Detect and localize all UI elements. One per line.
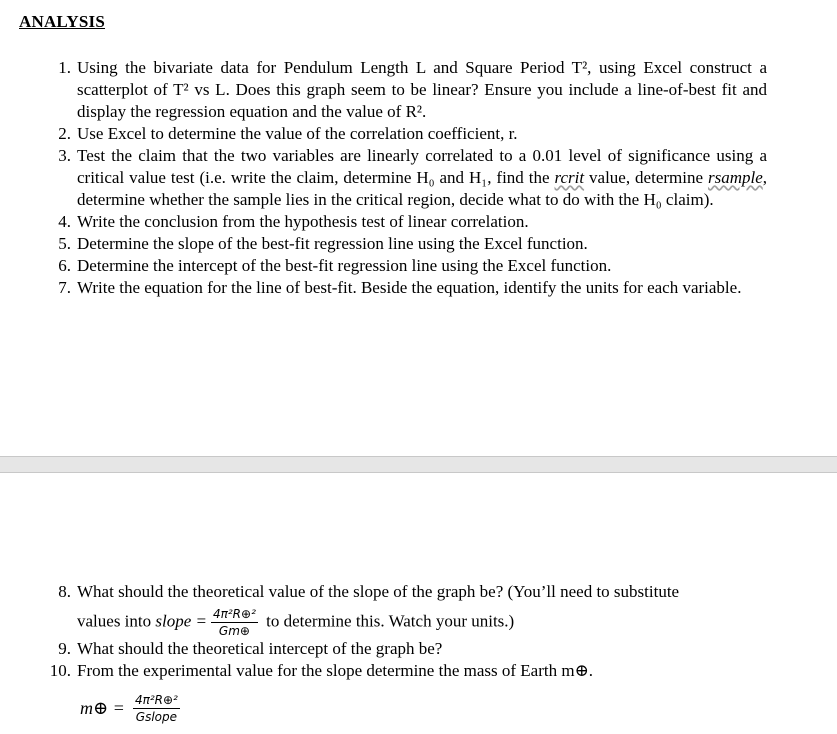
fraction-denominator: Gm⊕ <box>218 624 250 638</box>
question-number: 5. <box>58 234 71 253</box>
question-text-part2: value, determine <box>584 168 708 187</box>
question-number: 1. <box>58 58 71 77</box>
question-10 <box>45 660 767 682</box>
slope-lhs: slope = <box>155 611 207 631</box>
question-list-b <box>45 581 767 682</box>
question-text-line1: What should the theoretical value of the slope of the graph be? (You’ll need to substitute <box>77 582 680 601</box>
question-4 <box>45 211 767 233</box>
question-6 <box>45 255 767 277</box>
question-number: 10. <box>49 661 71 680</box>
slope-fraction <box>211 607 258 638</box>
question-text-part1: Test the claim that the two variables are linearly correlated to a 0.01 level of significance using a critical value test (i.e. write the claim, determine H₀ and H₁, find the <box>77 146 767 187</box>
question-9 <box>45 638 767 660</box>
question-number: 2. <box>58 124 71 143</box>
mass-equation <box>80 693 184 724</box>
question-8 <box>45 581 767 638</box>
question-number: 7. <box>58 278 71 297</box>
question-text: Use Excel to determine the value of the correlation coefficient, r. <box>77 124 518 143</box>
mass-equation-lhs: m⊕ = <box>80 698 125 718</box>
question-text: Determine the intercept of the best-fit regression line using the Excel function. <box>77 256 612 275</box>
question-3 <box>45 145 767 211</box>
question-number: 6. <box>58 256 71 275</box>
question-text: Write the conclusion from the hypothesis test of linear correlation. <box>77 212 529 231</box>
question-number: 9. <box>58 639 71 658</box>
question-1 <box>45 57 767 123</box>
mass-fraction <box>133 693 180 724</box>
question-text: What should the theoretical intercept of the graph be? <box>77 639 443 658</box>
question-5 <box>45 233 767 255</box>
document-page-bottom <box>0 473 837 734</box>
question-number: 3. <box>58 146 71 165</box>
page-break-separator <box>0 456 837 473</box>
question-text-line2-post: to determine this. Watch your units.) <box>261 611 515 631</box>
rsample-term: rsample <box>707 168 763 187</box>
section-heading: ANALYSIS <box>19 12 106 31</box>
question-text: From the experimental value for the slope determine the mass of Earth m⊕. <box>77 661 594 680</box>
question-text: Determine the slope of the best-fit regression line using the Excel function. <box>77 234 588 253</box>
question-number: 4. <box>58 212 71 231</box>
rcrit-term: rcrit <box>554 168 585 187</box>
fraction-numerator: 4π²R⊕² <box>213 607 256 621</box>
fraction-numerator: 4π²R⊕² <box>134 693 178 707</box>
question-text: Using the bivariate data for Pendulum Length L and Square Period T², using Excel construct a scatterplot of T² vs L. Does this graph seem to be linear? Ensure you include a line-of-best fit and display the regression equation and the value of R². <box>77 58 767 121</box>
question-2 <box>45 123 767 145</box>
question-list-a <box>45 57 767 299</box>
question-number: 8. <box>58 582 71 601</box>
question-text: Write the equation for the line of best-fit. Beside the equation, identify the units for each variable. <box>77 278 742 297</box>
question-text-line2-pre: values into <box>77 611 156 631</box>
fraction-denominator: Gslope <box>135 710 178 724</box>
question-7 <box>45 277 767 299</box>
question-text-part3: , determine whether the sample lies in the critical region, decide what to do with the H₀ claim). <box>77 168 768 209</box>
